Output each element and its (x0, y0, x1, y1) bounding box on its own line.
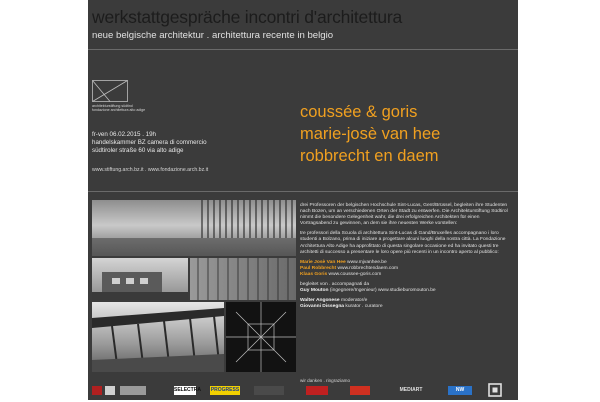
poster-subtitle: neue belgische architektur . architettura recente in belgio (92, 30, 334, 41)
photo-facade (190, 258, 296, 300)
sponsor-logo (105, 386, 115, 395)
contact-url[interactable]: www.coussee-goris.com (328, 271, 382, 277)
credits-block (300, 298, 512, 310)
thanks-text: wir danken . ringraziamo (300, 378, 351, 383)
logo-caption (92, 104, 145, 113)
event-venue: handelskammer BZ camera di commercio (92, 138, 207, 146)
curator-name: Giovanni Dissegna (300, 304, 345, 310)
sponsor-logo (92, 386, 102, 395)
sponsor-logo: SELECTRA (174, 387, 201, 393)
description-column (300, 203, 512, 314)
contact-name: Paul Robbrecht (300, 265, 337, 271)
architect-name: marie-josè van hee (300, 125, 441, 143)
accompanied-role: (ingegnere/Ingenieur) www.studieburomouton.be (329, 288, 436, 294)
contact-url[interactable]: www.robbrechtendaem.com (337, 265, 399, 271)
event-info (92, 131, 207, 154)
photo-bridge (92, 302, 224, 372)
logo-caption-it: fondazione architettura alto adige (92, 108, 146, 113)
contact-name: Klaas Goris (300, 271, 328, 277)
architects-list (300, 101, 440, 167)
accompanied-name: Guy Mouton (300, 288, 329, 294)
photo-interior (226, 302, 296, 372)
moderator-role: moderator/e (340, 298, 368, 304)
accompanied-label: begleitet von . accompagnati da (300, 282, 370, 288)
architect-name: coussée & goris (300, 103, 418, 121)
poster (88, 0, 518, 400)
sponsor-logo (306, 386, 328, 395)
logo-caption-de: architekturstiftung südtirol (92, 104, 133, 108)
architect-name: robbrecht en daem (300, 147, 439, 165)
sponsor-logo (350, 386, 370, 395)
photo-water (92, 200, 296, 256)
contact-name: Marie Josè Van Hee (300, 259, 346, 265)
sponsor-logo (254, 386, 284, 395)
moderator-name: Walter Angonese (300, 298, 340, 304)
italian-text: tre professori della Scuola di architettura Sint-Lucas di Gand/Bruxelles accompagnano i loro studenti a Bolzano, prima di iniziare a progettare alcuni luoghi della nostra città. La Fondazione Architettura Alto Adige ha approfittato di questa singolare occasione ed ha invitato questi tre architetti di successo a presentare le loro opere più recenti in un incontro aperto al pubblico: (300, 231, 506, 255)
event-address: südtiroler straße 60 via alto adige (92, 146, 184, 154)
event-websites: www.stiftung.arch.bz.it . www.fondazione.arch.bz.it (92, 167, 209, 173)
german-text: drei Professoren der belgischen Hochschule Sint-Lucas, Gent/Brüssel, begleiten ihre Studenten nach Bozen, um an verschiedenen Orten der Stadt zu entwerfen. Die Architekturstiftung Südtirol nimmt die besondere Gelegenheit wahr, die drei erfolgreichen Architekten für einen Vortragsabend zu gewinnen, an dem sie ihre neuesten Werke vorstellen: (300, 203, 508, 227)
divider (88, 49, 518, 50)
accompanied-block (300, 282, 512, 294)
sponsor-logo: MEDIART (394, 386, 428, 395)
curator-role: kurator . curatore (345, 304, 383, 310)
photo-building (92, 258, 188, 300)
contact-url[interactable]: www.mjvanhee.be (347, 259, 387, 265)
event-date: fr-ven 06.02.2015 . 19h (92, 131, 156, 138)
sponsor-logo: NW (448, 386, 472, 395)
poster-title: werkstattgespräche incontri d'architettura (92, 7, 403, 27)
arch-logo-icon (488, 383, 502, 397)
divider (88, 191, 518, 192)
foundation-logo (92, 80, 128, 102)
sponsor-logo (120, 386, 146, 395)
contact-list (300, 260, 512, 278)
sponsor-logo: PROGRESS (210, 387, 240, 393)
